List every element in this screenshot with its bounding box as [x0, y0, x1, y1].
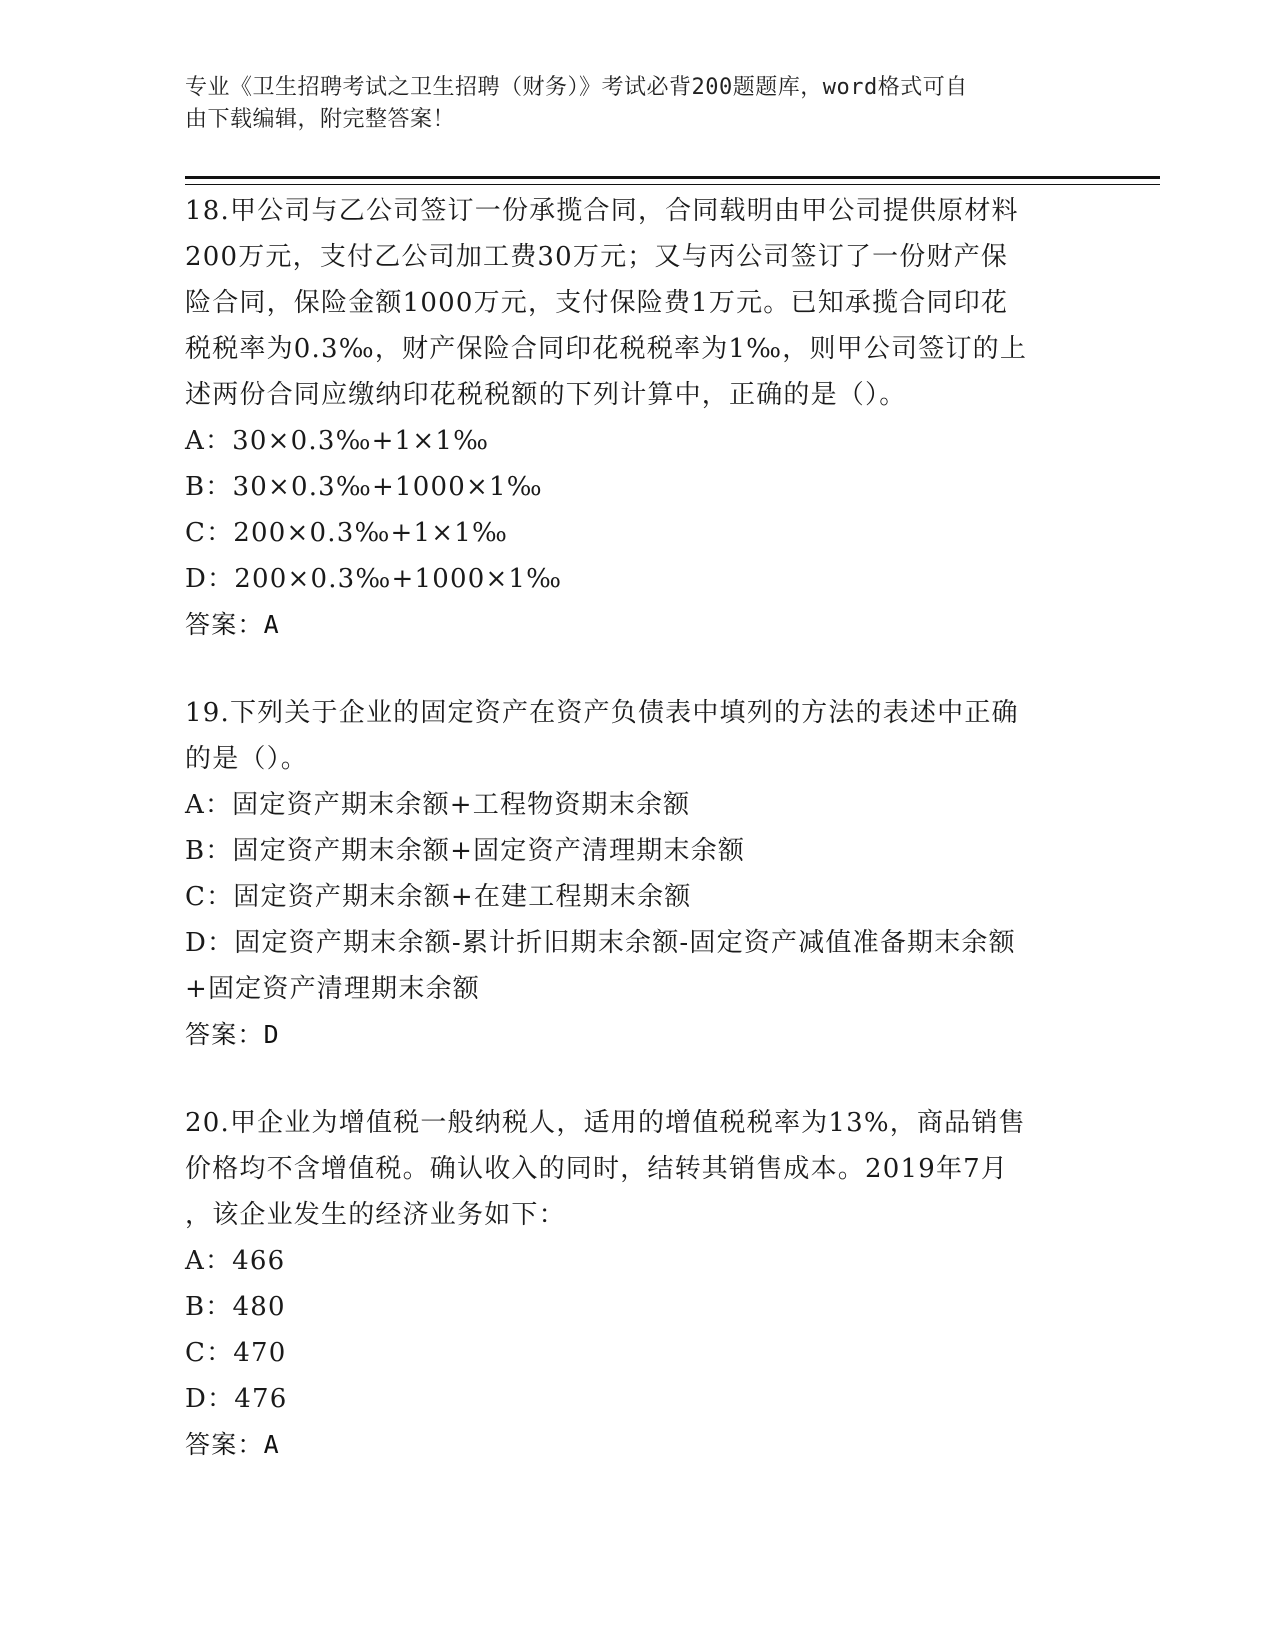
- answer-label: 答案：A: [185, 610, 280, 639]
- option-d: D：固定资产期末余额-累计折旧期末余额-固定资产减值准备期末余额: [185, 928, 1016, 958]
- header-divider-thin: [185, 184, 1160, 185]
- option-a: A：466: [185, 1246, 286, 1276]
- question-stem-line: 述两份合同应缴纳印花税税额的下列计算中，正确的是（）。: [185, 380, 907, 410]
- option-a: A：固定资产期末余额+工程物资期末余额: [185, 790, 691, 820]
- question-stem-line: 20.甲企业为增值税一般纳税人，适用的增值税税率为13%，商品销售: [185, 1108, 1026, 1138]
- document-header: [185, 72, 1065, 136]
- option-c: C：470: [185, 1338, 287, 1368]
- question-stem-line: ，该企业发生的经济业务如下：: [185, 1200, 566, 1230]
- question-spacer: [185, 1058, 1085, 1100]
- question-list: [185, 188, 1085, 1468]
- option-d: D：200×0.3‰+1000×1‰: [185, 564, 563, 594]
- header-line-1: 专业《卫生招聘考试之卫生招聘（财务）》考试必背200题题库，word格式可自: [185, 75, 968, 100]
- option-c: C：200×0.3‰+1×1‰: [185, 518, 509, 548]
- option-b: B：30×0.3‰+1000×1‰: [185, 472, 543, 502]
- question-stem-line: 价格均不含增值税。确认收入的同时，结转其销售成本。2019年7月: [185, 1154, 1009, 1184]
- option-b: B：480: [185, 1292, 286, 1322]
- question-20: [185, 1100, 1085, 1468]
- header-divider-thick: [185, 176, 1160, 179]
- header-line-2: 由下载编辑，附完整答案！: [185, 107, 456, 132]
- question-stem-line: 税税率为0.3‰，财产保险合同印花税税率为1‰，则甲公司签订的上: [185, 334, 1028, 364]
- question-stem-line: 险合同，保险金额1000万元，支付保险费1万元。已知承揽合同印花: [185, 288, 1009, 318]
- question-19: [185, 690, 1085, 1058]
- question-stem-line: 200万元，支付乙公司加工费30万元；又与丙公司签订了一份财产保: [185, 242, 1009, 272]
- answer-label: 答案：D: [185, 1020, 280, 1049]
- option-c: C：固定资产期末余额+在建工程期末余额: [185, 882, 692, 912]
- question-18: [185, 188, 1085, 648]
- question-stem-line: 19.下列关于企业的固定资产在资产负债表中填列的方法的表述中正确: [185, 698, 1019, 728]
- option-d-continuation: +固定资产清理期末余额: [185, 974, 480, 1004]
- option-b: B：固定资产期末余额+固定资产清理期末余额: [185, 836, 746, 866]
- option-d: D：476: [185, 1384, 288, 1414]
- question-spacer: [185, 648, 1085, 690]
- question-stem-line: 18.甲公司与乙公司签订一份承揽合同，合同载明由甲公司提供原材料: [185, 196, 1019, 226]
- option-a: A：30×0.3‰+1×1‰: [185, 426, 490, 456]
- answer-label: 答案：A: [185, 1430, 280, 1459]
- question-stem-line: 的是（）。: [185, 744, 309, 774]
